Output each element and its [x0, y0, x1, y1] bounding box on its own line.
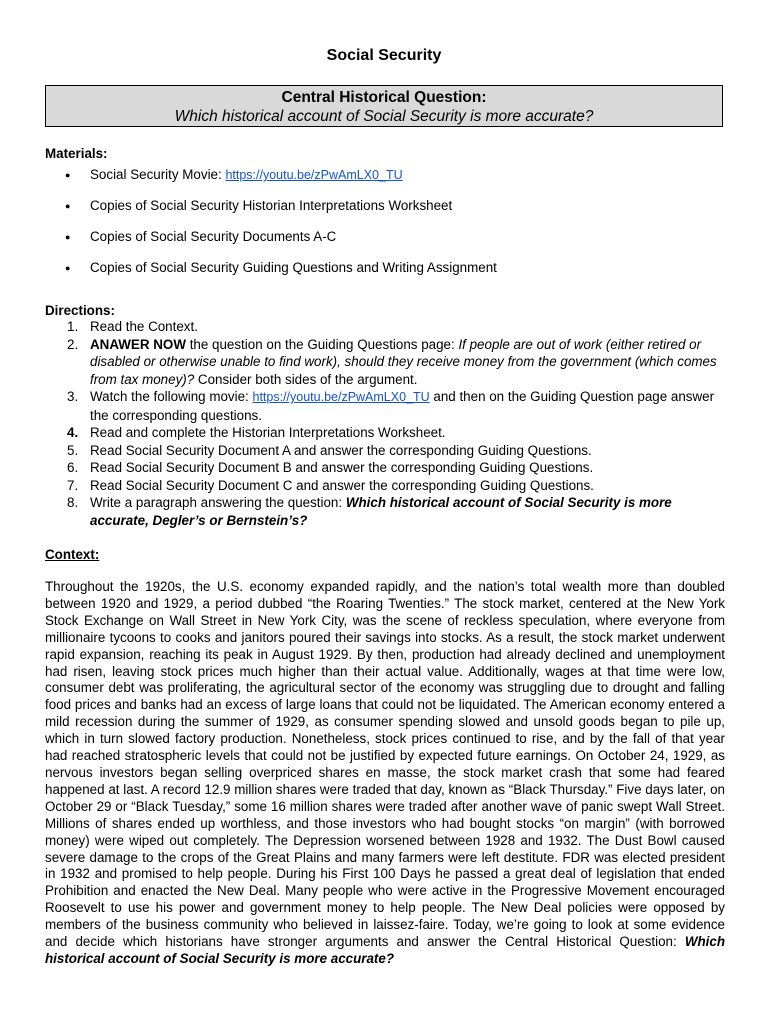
- step-number: 1.: [67, 319, 79, 334]
- step-number: 5.: [67, 442, 79, 458]
- material-text: Copies of Social Security Documents A-C: [90, 229, 337, 244]
- direction-step-7: [45, 477, 725, 495]
- step-text: Read Social Security Document B and answer the corresponding Guiding Questions.: [90, 460, 594, 475]
- step-text: the question on the Guiding Questions page:: [185, 336, 459, 352]
- document-title: Social Security: [326, 47, 442, 64]
- step-text: Write a paragraph answering the question:: [90, 495, 346, 510]
- materials-label: Materials:: [45, 146, 108, 161]
- movie-link[interactable]: https://youtu.be/zPwAmLX0_TU: [252, 390, 430, 404]
- list-item: [45, 167, 725, 198]
- step-number: 7.: [67, 477, 79, 493]
- central-historical-question-box: [45, 85, 723, 127]
- chq-question: Which historical account of Social Security is more accurate?: [174, 108, 594, 125]
- step-text: Read Social Security Document C and answer the corresponding Guiding Questions.: [90, 477, 594, 493]
- direction-step-5: [45, 442, 725, 460]
- list-item: [45, 229, 725, 260]
- step-number: 8.: [67, 495, 79, 510]
- context-closing-question: Which historical account of Social Security is more accurate?: [45, 934, 725, 966]
- movie-link[interactable]: https://youtu.be/zPwAmLX0_TU: [225, 168, 403, 182]
- step-bold-italic-question: Which historical account of Social Security is more accurate, Degler’s or Bernstein’s?: [90, 495, 672, 528]
- directions-list: [45, 318, 725, 529]
- directions-label: Directions:: [45, 303, 115, 318]
- direction-step-3: [45, 388, 725, 424]
- context-paragraph: [45, 579, 725, 968]
- direction-step-8: [45, 494, 725, 529]
- step-text: Watch the following movie:: [90, 389, 253, 404]
- step-number: 3.: [67, 389, 79, 404]
- material-text: Copies of Social Security Historian Interpretations Worksheet: [90, 198, 453, 213]
- list-item: [45, 198, 725, 229]
- context-label: [45, 547, 99, 562]
- step-text: Read and complete the Historian Interpretations Worksheet.: [90, 425, 446, 440]
- material-text: Social Security Movie:: [90, 167, 226, 182]
- chq-heading: Central Historical Question:: [281, 89, 487, 106]
- direction-step-1: [45, 318, 725, 336]
- list-item: [45, 260, 725, 291]
- material-text: Copies of Social Security Guiding Questions and Writing Assignment: [90, 260, 497, 275]
- step-italic-question: If people are out of work (either retired or disabled or otherwise unable to find work), should they receive money from the government (which comes from tax money)?: [90, 336, 717, 387]
- context-body: Throughout the 1920s, the U.S. economy expanded rapidly, and the nation’s total wealth more than doubled between 1920 and 1929, a period dubbed “the Roaring Twenties.” The stock market, centered at the New York Stock Exchange on Wall Street in New York City, was the scene of reckless speculation, where everyone from millionaire tycoons to cooks and janitors poured their savings into stocks. As a result, the stock market underwent rapid expansion, reaching its peak in August 1929. By then, production had already declined and unemployment had risen, leaving stock prices much higher than their actual value. Additionally, wages at that time were low, consumer debt was proliferating, the agricultural sector of the economy was struggling due to drought and falling food prices and banks had an excess of large loans that could not be liquidated. The American economy entered a mild recession during the summer of 1929, as consumer spending slowed and unsold goods began to pile up, which in turn slowed factory production. Nonetheless, stock prices continued to rise, and by the fall of that year had reached stratospheric levels that could not be justified by expected future earnings. On October 24, 1929, as nervous investors began selling overpriced shares en masse, the stock market crash that some had feared happened at last. A record 12.9 million shares were traded that day, known as “Black Thursday.” Five days later, on October 29 or “Black Tuesday,” some 16 million shares were traded after another wave of panic swept Wall Street. Millions of shares ended up worthless, and those investors who had bought stocks “on margin” (with borrowed money) were wiped out completely. The Depression worsened between 1928 and 1932. The Dust Bowl caused severe damage to the crops of the Great Plains and many farmers were left destitute. FDR was elected president in 1932 and promised to help people. During his First 100 Days he passed a great deal of legislation that ended Prohibition and enacted the New Deal. Many people who were active in the Progressive Movement encouraged Roosevelt to use his power and government money to help people. The New Deal policies were opposed by members of the business community who believed in laissez-faire. Today, we’re going to look at some evidence and decide which historians have stronger arguments and answer the Central Historical Question:: [45, 579, 725, 950]
- step-tail: Consider both sides of the argument.: [194, 371, 418, 387]
- direction-step-4: [45, 424, 725, 442]
- step-bold-text: ANAWER NOW: [90, 336, 186, 352]
- step-text: Read Social Security Document A and answer the corresponding Guiding Questions.: [90, 442, 592, 458]
- step-text: Read the Context.: [90, 319, 198, 334]
- step-tail: and then on the Guiding Question page answer the corresponding questions.: [90, 389, 715, 423]
- materials-list: [45, 167, 725, 291]
- context-label-text: Context:: [45, 547, 100, 562]
- step-number: 2.: [67, 336, 79, 352]
- step-number: 6.: [67, 460, 79, 475]
- step-number: 4.: [67, 425, 79, 440]
- direction-step-2: [45, 336, 725, 389]
- direction-step-6: [45, 459, 725, 477]
